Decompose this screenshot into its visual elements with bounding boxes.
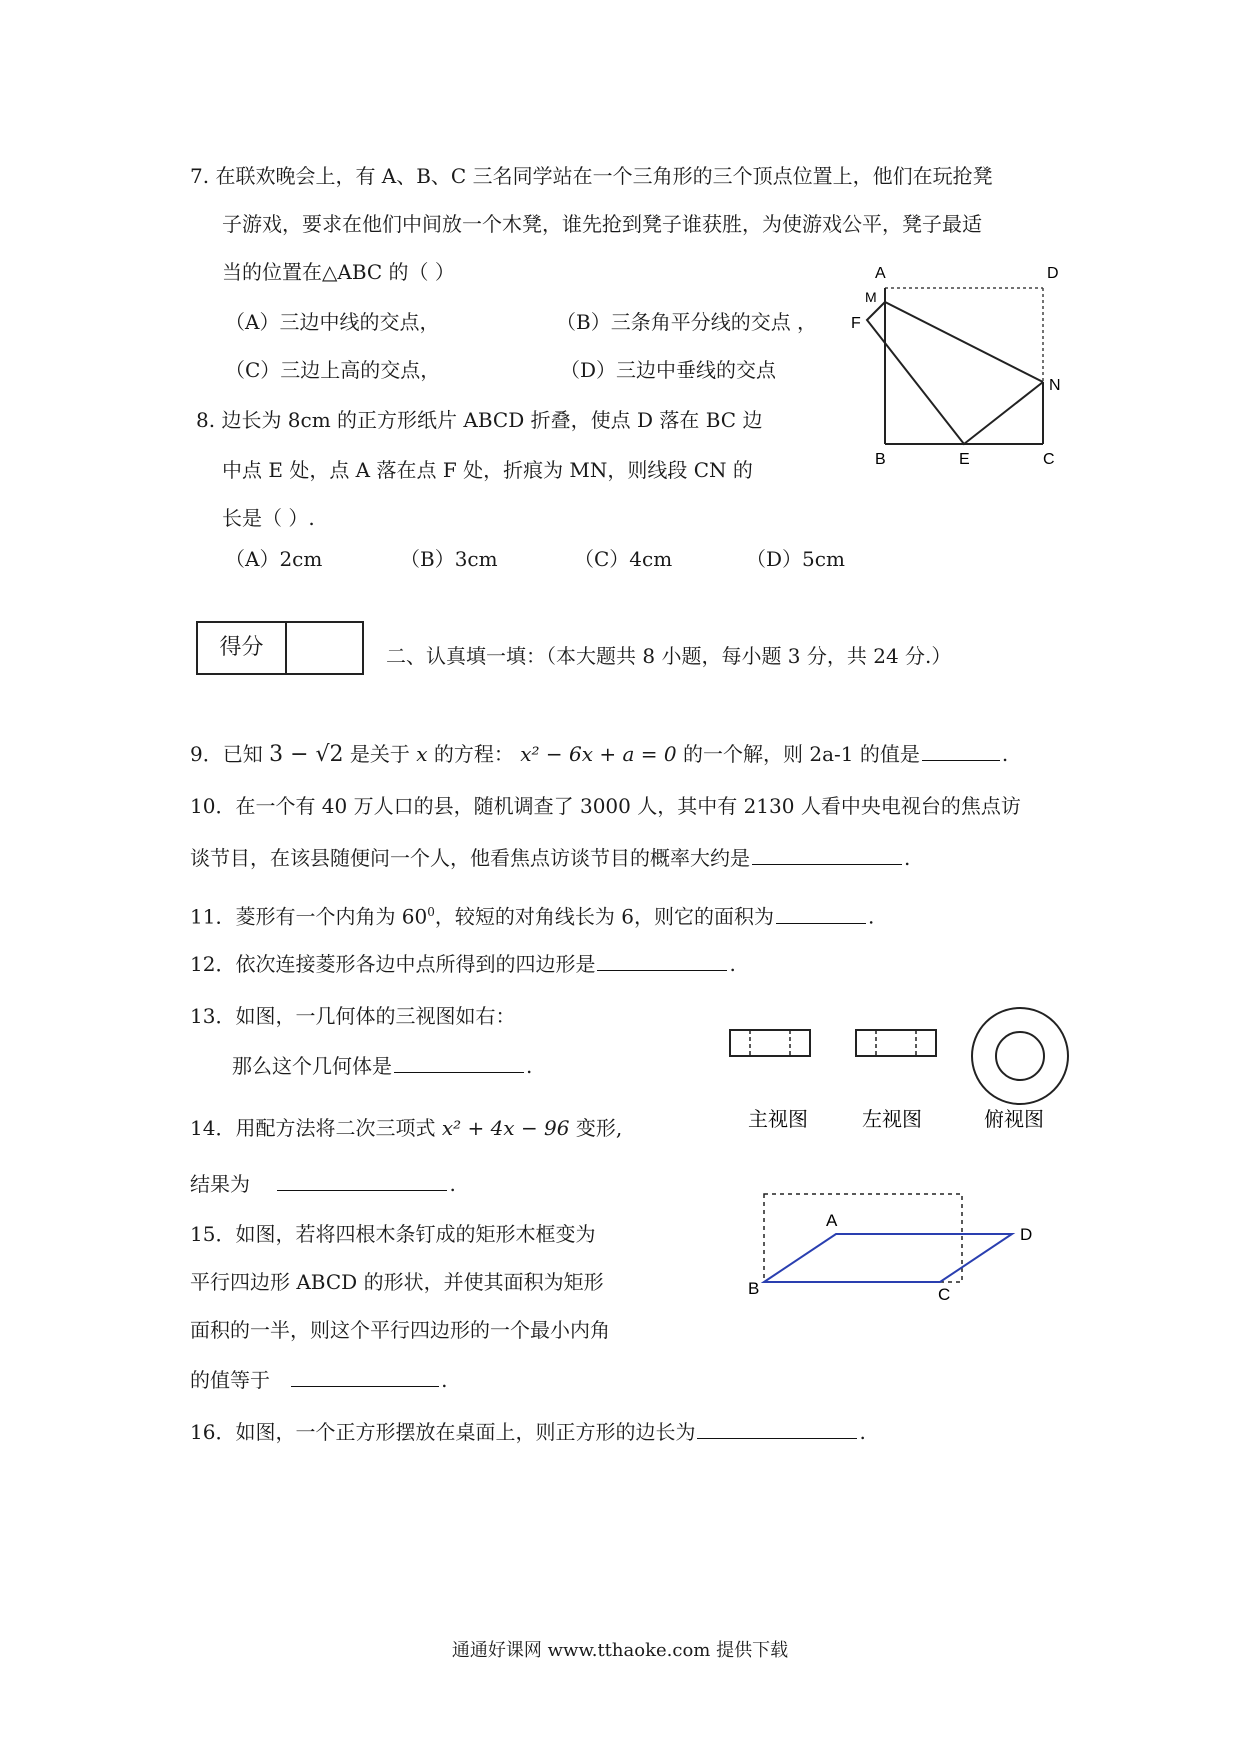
q7-line1: 7. 在联欢晚会上，有 A、B、C 三名同学站在一个三角形的三个顶点位置上，他们在玩抢凳 bbox=[190, 164, 993, 188]
side-view-rect bbox=[856, 1030, 936, 1056]
score-label: 得分 bbox=[198, 623, 287, 673]
q15-answer-blank[interactable] bbox=[291, 1366, 439, 1387]
q13-view-label-side: 左视图 bbox=[862, 1109, 922, 1131]
q13-view-label-top: 俯视图 bbox=[984, 1109, 1044, 1131]
q8-line3: 长是（ ）. bbox=[222, 506, 315, 530]
q7-line2: 子游戏，要求在他们中间放一个木凳，谁先抢到凳子谁获胜，为使游戏公平，凳子最适 bbox=[222, 212, 982, 236]
q7-line3: 当的位置在△ABC 的（ ） bbox=[222, 260, 455, 284]
q11-end: . bbox=[868, 904, 875, 929]
score-box bbox=[196, 621, 364, 675]
q7-option-c: （C）三边上高的交点， bbox=[225, 358, 441, 382]
q16-answer-blank[interactable] bbox=[697, 1418, 857, 1439]
q14-line2 bbox=[190, 1170, 456, 1198]
q10-line2 bbox=[190, 844, 910, 872]
q14-math: x² + 4x − 96 bbox=[441, 1116, 570, 1140]
q15-line3: 面积的一半，则这个平行四边形的一个最小内角 bbox=[190, 1318, 610, 1342]
q15-label-b: B bbox=[748, 1279, 760, 1298]
q8-line2: 中点 E 处，点 A 落在点 F 处，折痕为 MN，则线段 CN 的 bbox=[222, 458, 753, 482]
top-view-inner-circle bbox=[996, 1032, 1044, 1080]
q9-math-equation: x² − 6x + a = 0 bbox=[520, 742, 677, 766]
front-view-rect bbox=[730, 1030, 810, 1056]
q8-label-b: B bbox=[875, 451, 886, 468]
q9-mid1: 是关于 bbox=[349, 742, 410, 766]
q15-line4-text: 的值等于 bbox=[190, 1368, 270, 1392]
q12-answer-blank[interactable] bbox=[597, 950, 727, 971]
q15-original-rectangle bbox=[764, 1194, 962, 1282]
q13-answer-blank[interactable] bbox=[394, 1052, 524, 1073]
q8-option-a: （A）2cm bbox=[225, 547, 323, 571]
q11-line bbox=[190, 898, 874, 931]
section2-title: 二、认真填一填：（本大题共 8 小题，每小题 3 分，共 24 分.） bbox=[386, 644, 952, 668]
q13-view-label-front: 主视图 bbox=[748, 1109, 808, 1131]
q14-post: 变形, bbox=[575, 1116, 623, 1140]
q14-answer-blank[interactable] bbox=[277, 1170, 447, 1191]
q15-label-a: A bbox=[826, 1211, 838, 1230]
q9-end: . bbox=[1001, 742, 1009, 766]
q16-text: 16．如图，一个正方形摆放在桌面上，则正方形的边长为 bbox=[190, 1420, 696, 1444]
q13-line2 bbox=[232, 1052, 532, 1080]
q8-label-m: M bbox=[865, 289, 877, 305]
q8-label-d: D bbox=[1047, 265, 1059, 282]
q14-line2-text: 结果为 bbox=[190, 1172, 250, 1196]
q15-line4 bbox=[190, 1366, 447, 1394]
q8-folded-flap bbox=[867, 302, 1043, 444]
q14-pre: 14．用配方法将二次三项式 bbox=[190, 1116, 436, 1140]
q15-label-c: C bbox=[938, 1285, 951, 1304]
q7-option-b: （B）三条角平分线的交点 ， bbox=[556, 310, 818, 334]
q8-label-f: F bbox=[851, 315, 861, 332]
q15-end: . bbox=[441, 1368, 448, 1392]
q9-answer-blank[interactable] bbox=[922, 740, 1000, 761]
q13-end: . bbox=[526, 1054, 533, 1078]
q12-text: 12．依次连接菱形各边中点所得到的四边形是 bbox=[190, 952, 596, 976]
q10-line2-text: 谈节目，在该县随便问一个人，他看焦点访谈节目的概率大约是 bbox=[190, 846, 750, 870]
q8-label-c: C bbox=[1043, 451, 1055, 468]
q8-option-c: （C）4cm bbox=[574, 547, 673, 571]
q16-line bbox=[190, 1418, 866, 1446]
q9-mid3: 的一个解，则 bbox=[682, 742, 803, 766]
q7-option-a: （A）三边中线的交点， bbox=[225, 310, 440, 334]
q15-parallelogram-abcd bbox=[764, 1234, 1012, 1282]
q15-label-d: D bbox=[1020, 1225, 1033, 1244]
q10-line1: 10．在一个有 40 万人口的县，随机调查了 3000 人，其中有 2130 人看中央电视台的焦点访 bbox=[190, 794, 1021, 818]
top-view-outer-circle bbox=[972, 1008, 1068, 1104]
q13-line2-text: 那么这个几何体是 bbox=[232, 1054, 392, 1078]
q11-answer-blank[interactable] bbox=[776, 903, 866, 924]
q14-line1 bbox=[190, 1114, 622, 1142]
page-footer: 通通好课网 www.tthaoke.com 提供下载 bbox=[451, 1640, 789, 1661]
q15-line2: 平行四边形 ABCD 的形状，并使其面积为矩形 bbox=[190, 1270, 604, 1294]
q8-line1: 8. 边长为 8cm 的正方形纸片 ABCD 折叠，使点 D 落在 BC 边 bbox=[196, 408, 763, 432]
q8-option-b: （B）3cm bbox=[400, 547, 498, 571]
q9-math-root: 3 − √2 bbox=[269, 742, 344, 767]
q9-expr: 2a-1 bbox=[809, 742, 854, 766]
q8-label-n: N bbox=[1049, 377, 1061, 394]
q10-end: . bbox=[904, 846, 911, 870]
q9-mid2: 的方程： bbox=[433, 742, 514, 766]
q8-fold-figure bbox=[845, 258, 1075, 478]
q14-end: . bbox=[449, 1172, 456, 1196]
q11-degree-sup: 0 bbox=[427, 905, 435, 919]
q11-post: ，较短的对角线长为 6，则它的面积为 bbox=[434, 904, 774, 929]
q8-crease-mn bbox=[885, 302, 1043, 382]
q9-line bbox=[190, 740, 1008, 769]
q13-line1: 13．如图，一几何体的三视图如右： bbox=[190, 1004, 516, 1028]
q12-line bbox=[190, 950, 736, 978]
q8-label-e: E bbox=[959, 451, 970, 468]
q8-label-a: A bbox=[875, 265, 886, 282]
q9-pre: 9．已知 bbox=[190, 742, 263, 766]
q8-option-d: （D）5cm bbox=[746, 547, 845, 571]
q9-var-x: x bbox=[416, 742, 428, 766]
q11-pre: 11．菱形有一个内角为 60 bbox=[190, 904, 428, 929]
q9-post: 的值是 bbox=[859, 742, 920, 766]
q13-three-views bbox=[720, 1000, 1080, 1140]
q15-line1: 15．如图，若将四根木条钉成的矩形木框变为 bbox=[190, 1222, 596, 1246]
q10-answer-blank[interactable] bbox=[752, 844, 902, 865]
q7-option-d: （D）三边中垂线的交点 bbox=[560, 358, 777, 382]
q12-end: . bbox=[729, 952, 736, 976]
q15-parallelogram-figure bbox=[740, 1184, 1050, 1304]
q16-end: . bbox=[859, 1420, 866, 1444]
